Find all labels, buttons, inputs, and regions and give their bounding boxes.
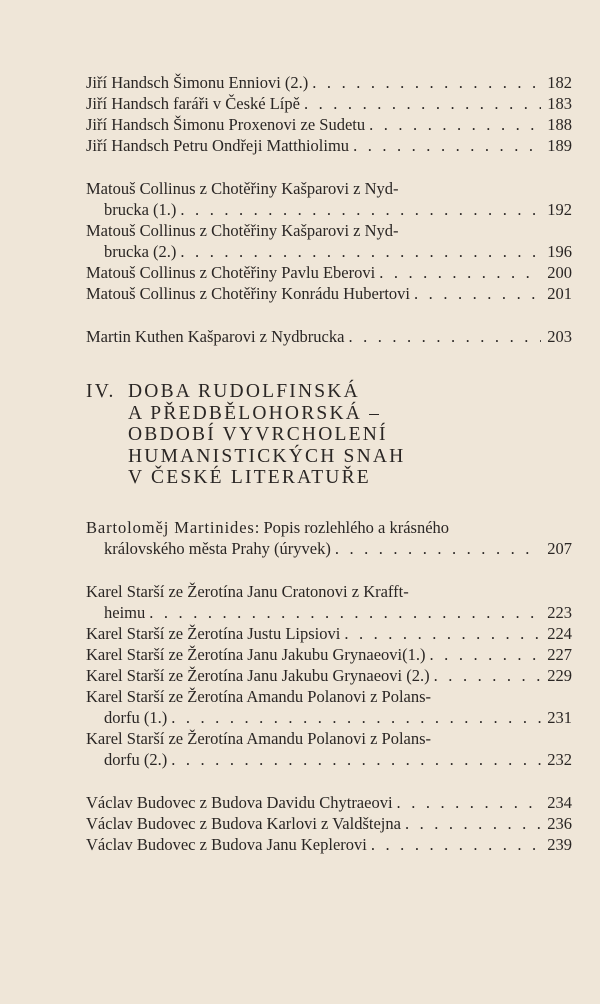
toc-line — [86, 72, 572, 93]
entry-title: Karel Starší ze Žerotína Amandu Polanovi z Polans- — [86, 686, 432, 706]
toc-entry — [86, 792, 572, 813]
toc-line — [86, 220, 572, 241]
toc-group-zerotin — [86, 581, 572, 770]
toc-line — [86, 665, 572, 686]
dot-leader — [369, 114, 541, 135]
entry-title: Václav Budovec z Budova Janu Keplerovi — [86, 834, 367, 854]
page-number: 231 — [547, 707, 572, 727]
toc-line — [86, 792, 572, 813]
entry-title: Václav Budovec z Budova Davidu Chytraeovi — [86, 792, 393, 812]
entry-title: Matouš Collinus z Chotěřiny Konrádu Hubertovi — [86, 284, 411, 303]
section-title-line: HUMANISTICKÝCH SNAH — [128, 445, 406, 467]
toc-entry — [86, 114, 572, 135]
toc-line-continuation — [86, 707, 572, 728]
entry-title: Matouš Collinus z Chotěřiny Kašparovi z Nyd- — [86, 221, 399, 240]
dot-leader — [171, 707, 541, 728]
section-title-line — [86, 381, 572, 403]
dot-leader — [149, 602, 541, 623]
entry-title: Karel Starší ze Žerotína Amandu Polanovi z Polans- — [86, 728, 432, 748]
toc-line — [86, 178, 572, 199]
entry-title-text: : Popis rozlehlého a krásného — [254, 517, 450, 537]
page-number: 201 — [547, 284, 572, 303]
toc-line — [86, 114, 572, 135]
entry-title: Matouš Collinus z Chotěřiny Pavlu Eberovi — [86, 263, 376, 282]
entry-title: Martin Kuthen Kašparovi z Nydbrucka — [86, 327, 345, 346]
toc-entry — [86, 665, 572, 686]
entry-title: Jiří Handsch Petru Ondřeji Matthiolimu — [86, 136, 350, 155]
toc-line — [86, 283, 572, 304]
entry-title: Václav Budovec z Budova Karlovi z Valdštejna — [86, 813, 401, 833]
toc-line — [86, 834, 572, 855]
toc-group-budovec — [86, 792, 572, 855]
entry-title: Karel Starší ze Žerotína Janu Jakubu Grynaeovi (2.) — [86, 665, 430, 685]
toc-line — [86, 326, 572, 347]
table-of-contents — [86, 72, 572, 877]
page-number: 200 — [547, 263, 572, 282]
page-number: 207 — [547, 538, 572, 558]
dot-leader — [312, 72, 541, 93]
entry-title: Matouš Collinus z Chotěřiny Kašparovi z Nyd- — [86, 179, 399, 198]
toc-entry — [86, 178, 572, 220]
dot-leader — [434, 665, 542, 686]
entry-title: Jiří Handsch Šimonu Enniovi (2.) — [86, 73, 309, 92]
dot-leader — [405, 813, 541, 834]
section-heading — [86, 381, 572, 489]
dot-leader — [180, 199, 541, 220]
toc-line — [86, 135, 572, 156]
toc-line — [86, 686, 572, 707]
dot-leader — [397, 792, 542, 813]
toc-line-continuation — [86, 199, 572, 220]
page-number: 236 — [547, 813, 572, 833]
toc-entry — [86, 93, 572, 114]
toc-entry — [86, 834, 572, 855]
toc-group-handsch — [86, 72, 572, 156]
section-title-line: A PŘEDBĚLOHORSKÁ – — [128, 402, 382, 424]
entry-author: Bartoloměj Martinides — [86, 517, 255, 537]
toc-entry — [86, 517, 572, 559]
toc-line — [86, 581, 572, 602]
page-number: 239 — [547, 834, 572, 854]
dot-leader — [304, 93, 541, 114]
toc-line-continuation — [86, 241, 572, 262]
page-number: 223 — [547, 602, 572, 622]
toc-entry — [86, 262, 572, 283]
toc-line — [86, 93, 572, 114]
entry-title: Jiří Handsch faráři v České Lípě — [86, 94, 300, 113]
entry-title: Karel Starší ze Žerotína Justu Lipsiovi — [86, 623, 341, 643]
section-title-text: DOBA RUDOLFINSKÁ — [128, 381, 360, 402]
page-number: 188 — [547, 115, 572, 134]
dot-leader — [180, 241, 541, 262]
dot-leader — [353, 135, 541, 156]
toc-entry — [86, 326, 572, 347]
dot-leader — [379, 262, 541, 283]
toc-entry — [86, 220, 572, 262]
toc-entry — [86, 135, 572, 156]
toc-line-continuation — [86, 749, 572, 770]
page-number: 232 — [547, 749, 572, 769]
page-number: 182 — [547, 73, 572, 92]
page-number: 192 — [547, 200, 572, 219]
entry-title: Karel Starší ze Žerotína Janu Cratonovi z Krafft- — [86, 581, 409, 601]
section-number: IV. — [86, 381, 116, 402]
toc-line-continuation — [86, 538, 572, 559]
page-number: 196 — [547, 242, 572, 261]
page-number: 183 — [547, 94, 572, 113]
toc-entry — [86, 686, 572, 728]
page-number: 224 — [547, 623, 572, 643]
dot-leader — [371, 834, 541, 855]
entry-title-continuation: dorfu (2.) — [104, 749, 168, 769]
dot-leader — [414, 283, 541, 304]
dot-leader — [348, 326, 541, 347]
toc-line — [86, 644, 572, 665]
toc-line-continuation — [86, 602, 572, 623]
toc-entry — [86, 813, 572, 834]
entry-title: Karel Starší ze Žerotína Janu Jakubu Grynaeovi(1.) — [86, 644, 426, 664]
toc-group-martinides — [86, 517, 572, 559]
page-number: 227 — [547, 644, 572, 664]
section-title-line: OBDOBÍ VYVRCHOLENÍ — [128, 424, 388, 445]
dot-leader — [335, 538, 541, 559]
toc-line — [86, 262, 572, 283]
page-number: 234 — [547, 792, 572, 812]
dot-leader — [344, 623, 541, 644]
entry-title: Jiří Handsch Šimonu Proxenovi ze Sudetu — [86, 115, 366, 134]
toc-entry — [86, 728, 572, 770]
toc-entry — [86, 283, 572, 304]
toc-group-kuthen — [86, 326, 572, 347]
entry-title-continuation: brucka (2.) — [104, 242, 177, 261]
toc-line — [86, 728, 572, 749]
page-number: 229 — [547, 665, 572, 685]
entry-title-continuation: královského města Prahy (úryvek) — [104, 538, 331, 558]
entry-title-continuation: heimu — [104, 602, 146, 622]
toc-group-collinus — [86, 178, 572, 304]
section-title-line: V ČESKÉ LITERATUŘE — [128, 467, 371, 488]
page-number: 189 — [547, 136, 572, 155]
entry-title — [86, 517, 449, 538]
dot-leader — [171, 749, 541, 770]
entry-title-continuation: brucka (1.) — [104, 200, 177, 219]
toc-line — [86, 813, 572, 834]
toc-entry — [86, 623, 572, 644]
toc-line — [86, 517, 572, 538]
toc-entry — [86, 581, 572, 623]
page-number: 203 — [547, 327, 572, 346]
toc-entry — [86, 72, 572, 93]
dot-leader — [430, 644, 542, 665]
toc-entry — [86, 644, 572, 665]
entry-title-continuation: dorfu (1.) — [104, 707, 168, 727]
toc-line — [86, 623, 572, 644]
